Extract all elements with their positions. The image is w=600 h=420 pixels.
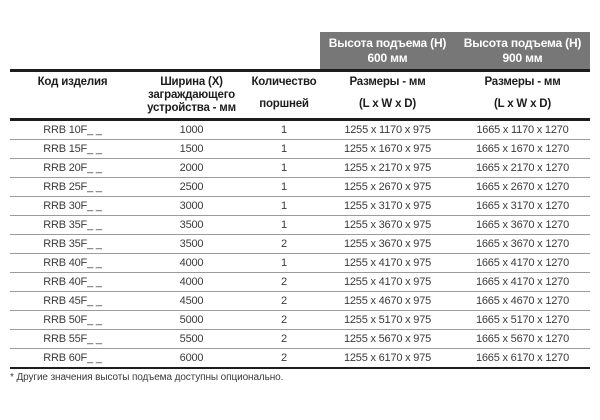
width-cell: 4500 [135,292,248,311]
product-code-cell: RRB 50F_ _ [10,311,135,330]
column-header-dims-600 [320,71,455,120]
product-code-cell: RRB 30F_ _ [10,197,135,216]
column-header-pistons [248,71,320,120]
dims-900-cell: 1665 x 6170 x 1270 [455,349,590,369]
column-header-dims-900 [455,71,590,120]
pistons-count-cell: 1 [248,197,320,216]
dims-900-label-line2: (L x W x D) [493,98,551,110]
dims-600-cell: 1255 x 1670 x 975 [320,140,455,159]
table-row [10,330,590,349]
pistons-count-cell: 1 [248,159,320,178]
dims-600-label-line2: (L x W x D) [358,98,416,110]
table-head [10,32,590,120]
footnote: * Другие значения высоты подъема доступны опционально. [10,372,284,383]
dims-600-cell: 1255 x 6170 x 975 [320,349,455,369]
dims-600-cell: 1255 x 3170 x 975 [320,197,455,216]
pistons-count-cell: 2 [248,330,320,349]
table-row [10,292,590,311]
dims-900-cell: 1665 x 4170 x 1270 [455,273,590,292]
width-cell: 4000 [135,273,248,292]
product-code-cell: RRB 60F_ _ [10,349,135,369]
product-code-cell: RRB 40F_ _ [10,273,135,292]
dims-900-cell: 1665 x 1170 x 1270 [455,120,590,140]
dims-600-cell: 1255 x 3670 x 975 [320,216,455,235]
dims-900-cell: 1665 x 1670 x 1270 [455,140,590,159]
dims-900-label-line1: Размеры - мм [484,76,561,88]
column-header-width [135,71,248,120]
dims-900-cell: 1665 x 5170 x 1270 [455,311,590,330]
table-body [10,120,590,369]
width-cell: 2500 [135,178,248,197]
dims-600-cell: 1255 x 1170 x 975 [320,120,455,140]
lift-height-banner-row [10,32,590,71]
dims-900-cell: 1665 x 5670 x 1270 [455,330,590,349]
dims-600-cell: 1255 x 4170 x 975 [320,273,455,292]
product-code-cell: RRB 55F_ _ [10,330,135,349]
product-code-cell: RRB 45F_ _ [10,292,135,311]
product-code-label: Код изделия [37,76,108,88]
pistons-label-line1: Количество [251,76,317,88]
table-row [10,140,590,159]
table-row [10,349,590,369]
product-code-cell: RRB 15F_ _ [10,140,135,159]
dims-900-cell: 1665 x 2170 x 1270 [455,159,590,178]
dims-900-cell: 1665 x 3670 x 1270 [455,216,590,235]
pistons-label-line2: поршней [259,98,309,110]
lift-height-900-value: 900 мм [502,50,543,65]
dims-600-label-line1: Размеры - мм [349,76,426,88]
table-row [10,273,590,292]
pistons-count-cell: 2 [248,235,320,254]
width-cell: 1000 [135,120,248,140]
dims-600-cell: 1255 x 4670 x 975 [320,292,455,311]
width-label-line1: Ширина (X) [160,76,223,88]
pistons-count-cell: 2 [248,292,320,311]
table-row [10,216,590,235]
lift-height-600-value: 600 мм [367,50,408,65]
dims-600-cell: 1255 x 3670 x 975 [320,235,455,254]
pistons-count-cell: 1 [248,140,320,159]
pistons-count-cell: 1 [248,216,320,235]
pistons-count-cell: 1 [248,178,320,197]
dims-600-cell: 1255 x 2670 x 975 [320,178,455,197]
dims-600-cell: 1255 x 2170 x 975 [320,159,455,178]
pistons-count-cell: 2 [248,311,320,330]
product-code-cell: RRB 40F_ _ [10,254,135,273]
dims-900-cell: 1665 x 3170 x 1270 [455,197,590,216]
width-cell: 2000 [135,159,248,178]
width-label-line2: заграждающего [147,89,235,101]
width-label-line3: устройства - мм [147,102,236,114]
lift-height-900-header [455,32,590,71]
width-cell: 3500 [135,216,248,235]
dims-600-cell: 1255 x 5670 x 975 [320,330,455,349]
width-cell: 5000 [135,311,248,330]
column-header-product-code [10,71,135,120]
banner-spacer [10,32,320,71]
table-row [10,235,590,254]
table-row [10,178,590,197]
dims-600-cell: 1255 x 4170 x 975 [320,254,455,273]
dims-900-cell: 1665 x 4170 x 1270 [455,254,590,273]
column-header-row [10,71,590,120]
dims-900-cell: 1665 x 3670 x 1270 [455,235,590,254]
table-row [10,120,590,140]
pistons-count-cell: 1 [248,120,320,140]
lift-height-600-header [320,32,455,71]
table-row [10,197,590,216]
product-code-cell: RRB 20F_ _ [10,159,135,178]
table-row [10,159,590,178]
product-code-cell: RRB 10F_ _ [10,120,135,140]
product-code-cell: RRB 25F_ _ [10,178,135,197]
dims-900-cell: 1665 x 4670 x 1270 [455,292,590,311]
width-cell: 1500 [135,140,248,159]
width-cell: 3500 [135,235,248,254]
dims-600-cell: 1255 x 5170 x 975 [320,311,455,330]
product-code-cell: RRB 35F_ _ [10,216,135,235]
pistons-count-cell: 1 [248,254,320,273]
lift-height-900-title: Высота подъема (H) [463,35,582,50]
dims-900-cell: 1665 x 2670 x 1270 [455,178,590,197]
product-spec-table [10,32,590,369]
width-cell: 6000 [135,349,248,369]
width-cell: 4000 [135,254,248,273]
pistons-count-cell: 2 [248,273,320,292]
pistons-count-cell: 2 [248,349,320,369]
lift-height-600-title: Высота подъема (H) [328,35,447,50]
product-code-cell: RRB 35F_ _ [10,235,135,254]
table-row [10,254,590,273]
width-cell: 3000 [135,197,248,216]
width-cell: 5500 [135,330,248,349]
table-row [10,311,590,330]
